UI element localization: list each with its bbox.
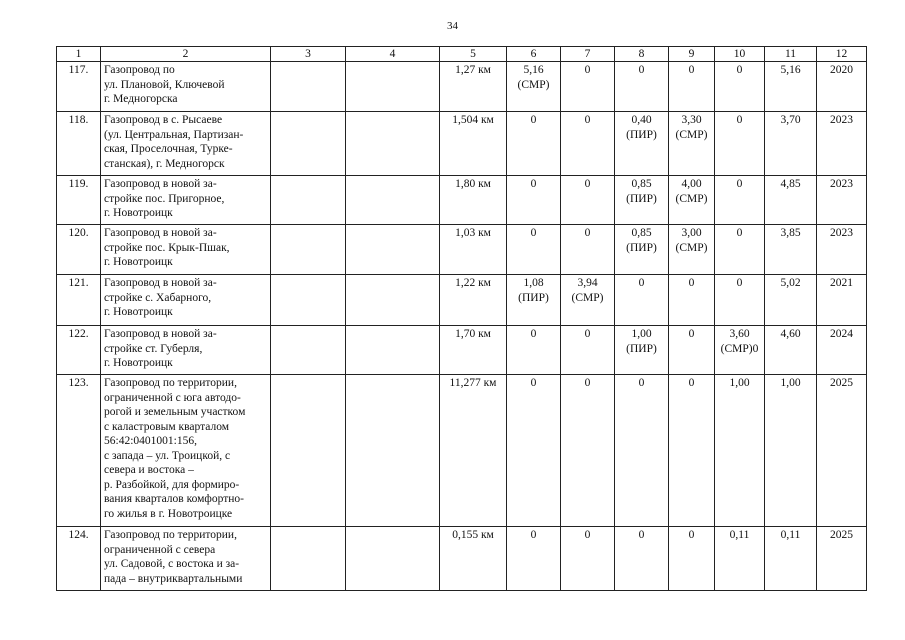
column-header: 4 [346, 47, 440, 62]
completion-year: 2023 [817, 225, 867, 275]
cell-col10: 3,60 (СМР)0 [715, 326, 765, 375]
cell-col4 [346, 176, 440, 225]
cell-col3 [271, 62, 346, 112]
completion-year: 2025 [817, 375, 867, 527]
column-header: 11 [765, 47, 817, 62]
cell-col8: 0 [615, 527, 669, 591]
cell-col6: 0 [507, 326, 561, 375]
table-row [57, 375, 867, 527]
pipeline-length: 11,277 км [440, 375, 507, 527]
cell-col8: 0,85 (ПИР) [615, 176, 669, 225]
cell-col6: 0 [507, 112, 561, 176]
column-header: 9 [669, 47, 715, 62]
cell-col9: 3,00 (СМР) [669, 225, 715, 275]
cell-col4 [346, 275, 440, 326]
cell-col7: 0 [561, 225, 615, 275]
row-total: 3,85 [765, 225, 817, 275]
cell-col8: 0 [615, 62, 669, 112]
cell-col10: 0 [715, 275, 765, 326]
row-total: 4,60 [765, 326, 817, 375]
cell-col7: 0 [561, 527, 615, 591]
cell-col6: 5,16 (СМР) [507, 62, 561, 112]
table-row [57, 62, 867, 112]
cell-col6: 0 [507, 527, 561, 591]
cell-col6: 0 [507, 375, 561, 527]
completion-year: 2024 [817, 326, 867, 375]
table-row [57, 112, 867, 176]
cell-col4 [346, 225, 440, 275]
cell-col7: 0 [561, 176, 615, 225]
cell-col3 [271, 225, 346, 275]
cell-col3 [271, 527, 346, 591]
table-row [57, 326, 867, 375]
cell-col7: 0 [561, 375, 615, 527]
column-header: 5 [440, 47, 507, 62]
row-number: 121. [57, 275, 101, 326]
page-number: 34 [447, 20, 458, 32]
completion-year: 2020 [817, 62, 867, 112]
column-header: 1 [57, 47, 101, 62]
cell-col10: 0,11 [715, 527, 765, 591]
table-row [57, 527, 867, 591]
cell-col6: 0 [507, 176, 561, 225]
column-header: 2 [101, 47, 271, 62]
cell-col4 [346, 527, 440, 591]
column-header: 7 [561, 47, 615, 62]
row-number: 118. [57, 112, 101, 176]
object-name: Газопровод по территории, ограниченной с севера ул. Садовой, с востока и за- пада – внутриквартальными [101, 527, 271, 591]
pipeline-length: 0,155 км [440, 527, 507, 591]
column-header: 12 [817, 47, 867, 62]
pipeline-length: 1,80 км [440, 176, 507, 225]
column-header: 8 [615, 47, 669, 62]
table-row [57, 275, 867, 326]
object-name: Газопровод в новой за- стройке ст. Губерля, г. Новотроицк [101, 326, 271, 375]
cell-col8: 0,40 (ПИР) [615, 112, 669, 176]
cell-col7: 0 [561, 326, 615, 375]
cell-col9: 0 [669, 527, 715, 591]
table-row [57, 176, 867, 225]
row-number: 117. [57, 62, 101, 112]
cell-col8: 0 [615, 275, 669, 326]
cell-col4 [346, 326, 440, 375]
cell-col6: 1,08 (ПИР) [507, 275, 561, 326]
cell-col4 [346, 62, 440, 112]
completion-year: 2021 [817, 275, 867, 326]
pipeline-length: 1,504 км [440, 112, 507, 176]
completion-year: 2023 [817, 112, 867, 176]
object-name: Газопровод в новой за- стройке с. Хабарного, г. Новотроицк [101, 275, 271, 326]
object-name: Газопровод в новой за- стройке пос. Пригорное, г. Новотроицк [101, 176, 271, 225]
column-header: 3 [271, 47, 346, 62]
table-row [57, 225, 867, 275]
cell-col3 [271, 112, 346, 176]
header-row [57, 47, 867, 62]
cell-col9: 0 [669, 275, 715, 326]
pipeline-length: 1,27 км [440, 62, 507, 112]
row-number: 124. [57, 527, 101, 591]
cell-col7: 0 [561, 62, 615, 112]
cell-col9: 0 [669, 326, 715, 375]
cell-col8: 0 [615, 375, 669, 527]
object-name: Газопровод по территории, ограниченной с юга автодо- рогой и земельным участком с каластровым кварталом 56:42:0401001:156, с запада – ул. Троицкой, с севера и востока – р. Разбойкой, для формиро- вания кварталов комфортно- го жилья в г. Новотроицке [101, 375, 271, 527]
row-total: 4,85 [765, 176, 817, 225]
row-number: 122. [57, 326, 101, 375]
cell-col9: 0 [669, 375, 715, 527]
row-total: 1,00 [765, 375, 817, 527]
row-total: 5,02 [765, 275, 817, 326]
object-name: Газопровод в новой за- стройке пос. Крык-Пшак, г. Новотроицк [101, 225, 271, 275]
row-total: 5,16 [765, 62, 817, 112]
cell-col9: 3,30 (СМР) [669, 112, 715, 176]
row-total: 0,11 [765, 527, 817, 591]
cell-col9: 4,00 (СМР) [669, 176, 715, 225]
cell-col10: 0 [715, 225, 765, 275]
gas-pipeline-table [56, 46, 867, 591]
cell-col6: 0 [507, 225, 561, 275]
object-name: Газопровод по ул. Плановой, Ключевой г. Медногорска [101, 62, 271, 112]
column-header: 10 [715, 47, 765, 62]
cell-col3 [271, 275, 346, 326]
cell-col9: 0 [669, 62, 715, 112]
cell-col8: 1,00 (ПИР) [615, 326, 669, 375]
cell-col8: 0,85 (ПИР) [615, 225, 669, 275]
cell-col3 [271, 326, 346, 375]
completion-year: 2025 [817, 527, 867, 591]
row-number: 123. [57, 375, 101, 527]
pipeline-length: 1,70 км [440, 326, 507, 375]
column-header: 6 [507, 47, 561, 62]
cell-col3 [271, 375, 346, 527]
object-name: Газопровод в с. Рысаеве (ул. Центральная, Партизан- ская, Проселочная, Турке- станская), г. Медногорск [101, 112, 271, 176]
pipeline-length: 1,22 км [440, 275, 507, 326]
cell-col10: 1,00 [715, 375, 765, 527]
row-number: 120. [57, 225, 101, 275]
cell-col4 [346, 375, 440, 527]
completion-year: 2023 [817, 176, 867, 225]
cell-col10: 0 [715, 112, 765, 176]
cell-col3 [271, 176, 346, 225]
cell-col7: 0 [561, 112, 615, 176]
cell-col4 [346, 112, 440, 176]
cell-col7: 3,94 (СМР) [561, 275, 615, 326]
pipeline-length: 1,03 км [440, 225, 507, 275]
row-number: 119. [57, 176, 101, 225]
cell-col10: 0 [715, 62, 765, 112]
cell-col10: 0 [715, 176, 765, 225]
row-total: 3,70 [765, 112, 817, 176]
